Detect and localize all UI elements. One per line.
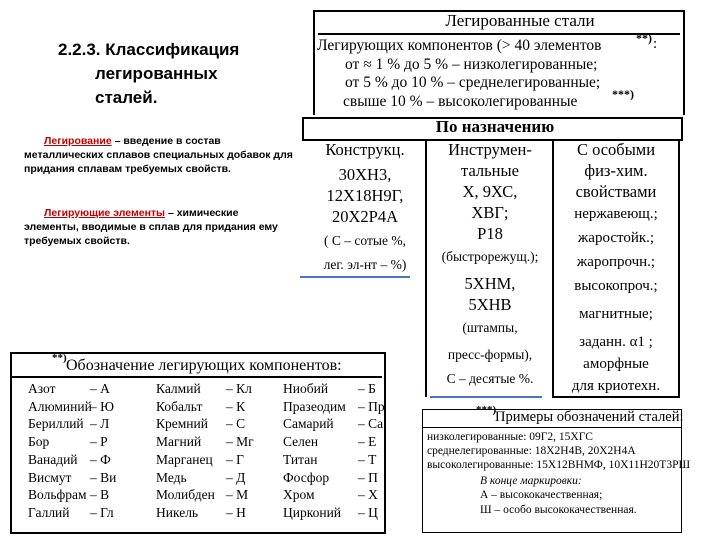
element-name: Селен bbox=[283, 434, 319, 450]
colon: : bbox=[653, 36, 658, 52]
components-line: Легирующих компонентов (> 40 элементов bbox=[317, 37, 602, 54]
definition-text: – химические элементы, вводимые в сплав для придания ему требуемых свойств. bbox=[24, 207, 278, 247]
purpose-title: По назначению bbox=[435, 117, 555, 136]
legend-title: Обозначение легирующих компонентов: bbox=[66, 357, 342, 374]
element-symbol: – Л bbox=[90, 416, 110, 432]
property-item bbox=[554, 325, 678, 329]
steel-grade: 5ХНВ bbox=[468, 295, 512, 314]
element-symbol: – Ц bbox=[358, 504, 378, 520]
structural-column bbox=[303, 139, 427, 275]
example-line: среднелегированные: 18Х2Н4В, 20Х2Н4А bbox=[427, 445, 636, 457]
element-name: Алюминий bbox=[28, 398, 92, 414]
note-line: С – десятые %. bbox=[446, 371, 534, 386]
element-symbol: – Б bbox=[358, 381, 376, 396]
steel-grade: 5ХНМ, bbox=[464, 274, 516, 293]
property-item: жаростойк.; bbox=[577, 230, 655, 246]
element-symbol: – Гл bbox=[90, 504, 114, 520]
element-symbol: – Мг bbox=[226, 434, 254, 450]
property-item: нержавеющ.; bbox=[574, 206, 658, 222]
element-symbol: – М bbox=[226, 487, 249, 503]
divider bbox=[12, 376, 382, 378]
element-name: Азот bbox=[28, 381, 56, 396]
property-item: аморфные bbox=[583, 356, 649, 372]
element-symbol: – Д bbox=[226, 469, 246, 485]
element-name: Ниобий bbox=[283, 381, 329, 396]
element-symbol: – Е bbox=[358, 434, 377, 450]
element-name: Кобальт bbox=[156, 398, 203, 414]
definition-text: – введение в состав металлических сплавов специальных добавок для придания сплавам требуемых свойств. bbox=[24, 135, 293, 175]
element-symbol: – П bbox=[358, 469, 378, 485]
element-symbol: – К bbox=[226, 398, 246, 414]
property-item: магнитные; bbox=[579, 306, 653, 322]
tool-column bbox=[428, 139, 552, 389]
element-name: Калмий bbox=[156, 381, 201, 396]
example-line: высоколегированные: 15Х12ВНМФ, 10Х11Н20Т3РШ bbox=[427, 459, 691, 471]
element-symbol: – Кл bbox=[226, 381, 252, 396]
property-item bbox=[554, 297, 678, 301]
element-name: Вольфрам bbox=[28, 487, 87, 503]
element-name: Самарий bbox=[283, 416, 334, 432]
marking-line: Ш – особо высококачественная. bbox=[480, 504, 637, 516]
marking-title: В конце маркировки: bbox=[480, 475, 582, 487]
element-name: Празеодим bbox=[283, 398, 346, 414]
definition-alloying-elements bbox=[24, 206, 294, 248]
element-name: Галлий bbox=[28, 504, 70, 520]
divider bbox=[318, 33, 680, 35]
definition-alloying bbox=[24, 134, 294, 176]
element-symbol: – Г bbox=[226, 451, 244, 467]
high-alloy-line: свыше 10 % – высоколегированные bbox=[343, 93, 578, 110]
column-header: С особыми bbox=[576, 140, 656, 159]
column-header: Инструмен- bbox=[448, 140, 532, 159]
definition-term: Легирующие элементы bbox=[44, 207, 166, 219]
element-name: Молибден bbox=[156, 487, 215, 503]
element-name: Титан bbox=[283, 451, 318, 467]
element-name: Медь bbox=[156, 469, 187, 485]
element-symbol: – Н bbox=[226, 504, 246, 520]
note-line: (быстрорежущ.); bbox=[441, 249, 539, 264]
element-symbol: – Ю bbox=[90, 398, 115, 414]
highlight-underline bbox=[430, 396, 542, 398]
divider bbox=[423, 427, 681, 428]
definition-term: Легирование bbox=[44, 135, 112, 147]
steel-grade: 12Х18Н9Г, bbox=[326, 186, 404, 205]
property-item: высокопроч.; bbox=[574, 278, 658, 294]
column-header: тальные bbox=[461, 161, 519, 180]
highlight-underline bbox=[300, 276, 410, 278]
column-header: свойствами bbox=[575, 182, 657, 201]
column-header: Конструкц. bbox=[325, 140, 405, 159]
element-name: Фосфор bbox=[283, 469, 330, 485]
steel-grade: Р18 bbox=[477, 224, 503, 243]
low-alloy-line: от ≈ 1 % до 5 % – низколегированные; bbox=[345, 56, 598, 73]
note-line: лег. эл-нт – %) bbox=[323, 257, 407, 272]
element-symbol: – Пр bbox=[358, 398, 385, 414]
column-header: физ-хим. bbox=[584, 161, 648, 180]
section-heading bbox=[58, 38, 288, 110]
footnote-marker: ***) bbox=[476, 404, 497, 416]
heading-line-1: 2.2.3. Классификация bbox=[58, 40, 240, 59]
element-symbol: – Ви bbox=[90, 469, 117, 485]
note-line: (штампы, bbox=[462, 320, 518, 335]
steel-grade: ХВГ; bbox=[471, 203, 509, 222]
element-name: Марганец bbox=[156, 451, 213, 467]
marking-line: А – высококачественная; bbox=[480, 489, 603, 501]
steel-grade: Х, 9ХС, bbox=[462, 182, 518, 201]
steel-grade: 30ХН3, bbox=[338, 165, 392, 184]
steel-grade: 20Х2Р4А bbox=[331, 207, 398, 226]
element-symbol: – Х bbox=[358, 487, 378, 503]
example-line: низколегированные: 09Г2, 15ХГС bbox=[427, 431, 593, 443]
note-line: ( С – сотые %, bbox=[324, 233, 406, 248]
footnote-marker: **) bbox=[52, 352, 67, 364]
element-name: Ванадий bbox=[28, 451, 78, 467]
element-symbol: – А bbox=[90, 381, 110, 396]
property-item: для криотехн. bbox=[571, 378, 661, 394]
element-name: Бор bbox=[28, 434, 50, 450]
element-symbol: – С bbox=[226, 416, 246, 432]
element-symbol: – Са bbox=[358, 416, 384, 432]
examples-title: Примеры обозначений сталей: bbox=[495, 409, 684, 425]
heading-line-2: легированных bbox=[95, 64, 218, 83]
property-item: заданн. α1 ; bbox=[579, 334, 653, 350]
element-name: Магний bbox=[156, 434, 202, 450]
element-name: Кремний bbox=[156, 416, 208, 432]
element-name: Хром bbox=[283, 487, 315, 503]
column-border bbox=[678, 139, 680, 398]
element-symbol: – Ф bbox=[90, 451, 111, 467]
element-name: Висмут bbox=[28, 469, 72, 485]
element-symbol: – В bbox=[90, 487, 110, 503]
special-properties-column bbox=[554, 139, 678, 397]
alloy-steels-title: Легированные стали bbox=[445, 11, 595, 30]
heading-line-3: сталей. bbox=[95, 88, 158, 107]
property-item: жаропрочн.; bbox=[576, 254, 656, 270]
element-name: Никель bbox=[156, 504, 199, 520]
legend-grid bbox=[28, 380, 385, 530]
note-line: пресс-формы), bbox=[447, 347, 533, 362]
element-symbol: – Т bbox=[358, 451, 377, 467]
element-name: Цирконий bbox=[283, 504, 342, 520]
footnote-marker: ***) bbox=[612, 87, 634, 101]
element-name: Бериллий bbox=[28, 416, 84, 432]
element-symbol: – Р bbox=[90, 434, 108, 450]
footnote-marker: **) bbox=[636, 31, 652, 45]
medium-alloy-line: от 5 % до 10 % – среднелегированные; bbox=[345, 74, 601, 91]
